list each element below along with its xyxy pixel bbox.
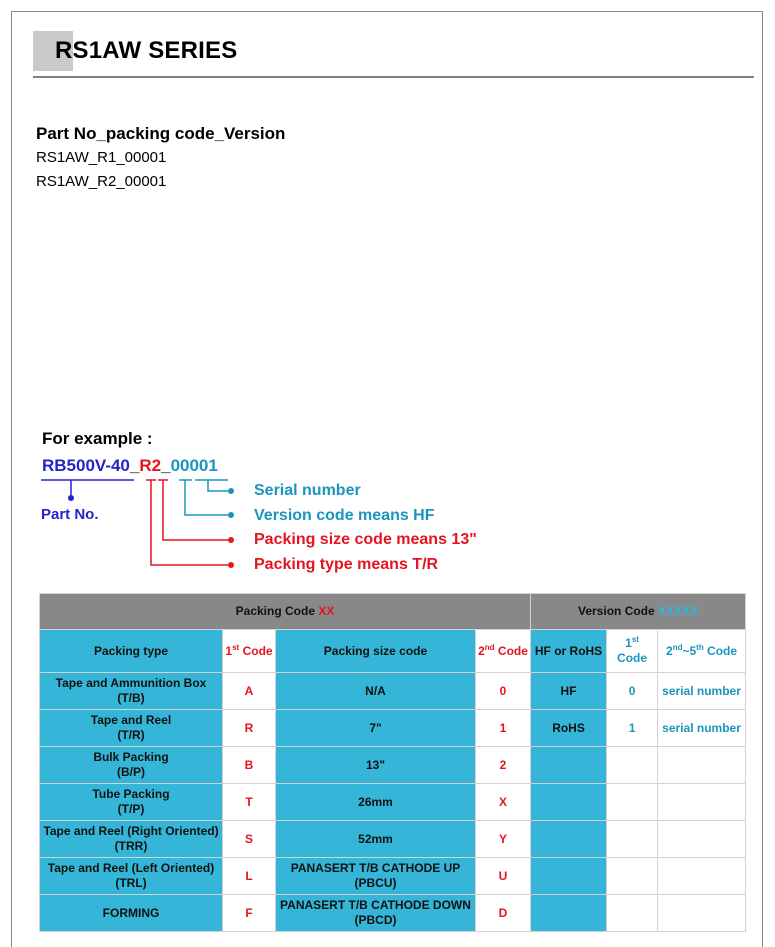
cell-packing-size-text: N/A: [365, 683, 386, 698]
legend-serial-number: Serial number: [254, 482, 361, 499]
cell-hf-rohs: [531, 673, 607, 710]
cell-packing-size-text: 7": [369, 720, 382, 735]
cell-packing-type-text: Tape and Reel: [90, 713, 172, 727]
example-heading: For example :: [42, 429, 153, 448]
cell-packing-size-text: 52mm: [358, 831, 393, 846]
cell-packing-type-text: (B/P): [117, 765, 145, 779]
example-packing-segment: R2: [139, 456, 162, 475]
cell-version-1st: [607, 747, 658, 784]
cell-2nd-code-text: D: [498, 905, 508, 920]
cell-hf-rohs: [531, 858, 607, 895]
cell-version-1st: [607, 784, 658, 821]
col-header-hf-rohs: HF or RoHS: [531, 630, 607, 673]
example-separator: _: [161, 456, 171, 475]
cell-version-2nd-5th-text: serial number: [662, 683, 741, 698]
part-number-heading: Part No_packing code_Version: [36, 124, 286, 143]
cell-version-1st: [607, 710, 658, 747]
cell-version-2nd-5th: [658, 710, 746, 747]
cell-1st-code-text: R: [244, 720, 254, 735]
cell-version-2nd-5th: [658, 821, 746, 858]
cell-2nd-code: [476, 858, 531, 895]
cell-version-1st-text: 0: [628, 683, 636, 698]
packing-code-table: [39, 593, 746, 932]
cell-packing-size: [276, 858, 476, 895]
cell-1st-code-text: A: [244, 683, 254, 698]
table-row: [40, 821, 746, 858]
cell-packing-size: [276, 747, 476, 784]
cell-2nd-code-text: U: [498, 868, 508, 883]
cell-packing-type-text: FORMING: [102, 905, 160, 920]
cell-1st-code-text: L: [245, 868, 253, 883]
col-header-packing-size: Packing size code: [276, 630, 476, 673]
cell-hf-rohs: [531, 821, 607, 858]
cell-2nd-code-text: Y: [499, 831, 508, 846]
title-divider: [33, 76, 754, 78]
cell-packing-type-text: (T/R): [117, 728, 145, 742]
cell-version-1st: [607, 895, 658, 932]
cell-packing-type: [40, 710, 223, 747]
table-row: [40, 784, 746, 821]
cell-1st-code: [223, 784, 276, 821]
cell-packing-size-text: PANASERT T/B CATHODE UP: [290, 861, 461, 875]
cell-2nd-code: [476, 895, 531, 932]
cell-packing-type-text: (T/P): [117, 802, 145, 816]
cell-version-2nd-5th: [658, 895, 746, 932]
version-code-title: Version Code: [578, 604, 655, 618]
packing-code-xx: XX: [318, 604, 335, 618]
cell-1st-code: [223, 747, 276, 784]
cell-packing-type: [40, 784, 223, 821]
cell-hf-rohs: [531, 710, 607, 747]
example-version-segment: 00001: [170, 456, 218, 475]
cell-packing-type-text: Tape and Reel (Left Oriented): [47, 861, 215, 875]
cell-1st-code: [223, 673, 276, 710]
cell-2nd-code-text: X: [499, 794, 508, 809]
cell-packing-size-text: (PBCU): [354, 876, 397, 890]
part-no-label: Part No.: [41, 506, 99, 523]
cell-packing-size: [276, 710, 476, 747]
cell-1st-code: [223, 895, 276, 932]
cell-packing-type-text: Tape and Ammunition Box: [55, 676, 207, 690]
cell-2nd-code-text: 0: [499, 683, 507, 698]
col-header-packing-type: Packing type: [40, 630, 223, 673]
cell-packing-size-text: 26mm: [358, 794, 393, 809]
cell-version-1st: [607, 821, 658, 858]
cell-1st-code-text: B: [244, 757, 254, 772]
cell-hf-rohs-text: HF: [560, 683, 577, 698]
cell-version-2nd-5th-text: serial number: [662, 720, 741, 735]
cell-2nd-code-text: 1: [499, 720, 507, 735]
legend-packing-type: Packing type means T/R: [254, 556, 439, 573]
cell-packing-type: [40, 673, 223, 710]
cell-2nd-code: [476, 673, 531, 710]
version-code-x: XXXXX: [658, 604, 699, 618]
cell-packing-type-text: Tape and Reel (Right Oriented): [43, 824, 219, 838]
cell-version-2nd-5th: [658, 673, 746, 710]
cell-1st-code: [223, 821, 276, 858]
table-row: [40, 747, 746, 784]
part-number-item: RS1AW_R2_00001: [36, 173, 167, 190]
cell-2nd-code: [476, 784, 531, 821]
cell-packing-size: [276, 821, 476, 858]
cell-packing-type-text: Bulk Packing: [93, 750, 169, 764]
table-row: [40, 710, 746, 747]
cell-hf-rohs: [531, 895, 607, 932]
cell-packing-size-text: PANASERT T/B CATHODE DOWN: [280, 898, 471, 912]
cell-hf-rohs: [531, 784, 607, 821]
cell-packing-type: [40, 747, 223, 784]
legend-version-code: Version code means HF: [254, 507, 435, 524]
cell-1st-code: [223, 710, 276, 747]
part-number-item: RS1AW_R1_00001: [36, 149, 167, 166]
cell-packing-type: [40, 821, 223, 858]
cell-packing-size: [276, 673, 476, 710]
cell-version-1st: [607, 858, 658, 895]
table-row: [40, 673, 746, 710]
cell-packing-size: [276, 784, 476, 821]
table-row: [40, 895, 746, 932]
cell-packing-size-text: (PBCD): [354, 913, 397, 927]
col-header-2nd-code: 2nd Code: [476, 630, 531, 673]
page-title: RS1AW SERIES: [55, 37, 238, 64]
cell-packing-size-text: 13": [365, 757, 386, 772]
col-header-1st-code: 1st Code: [223, 630, 276, 673]
col-header-version-1st: 1st Code: [607, 630, 658, 673]
packing-code-header: [40, 594, 531, 630]
cell-version-2nd-5th: [658, 747, 746, 784]
packing-code-title: Packing Code: [235, 604, 316, 618]
version-code-header: [531, 594, 746, 630]
cell-version-2nd-5th: [658, 784, 746, 821]
cell-packing-type-text: (T/B): [117, 691, 145, 705]
cell-packing-type-text: (TRR): [114, 839, 148, 853]
cell-packing-type-text: (TRL): [115, 876, 147, 890]
cell-1st-code-text: T: [245, 794, 253, 809]
example-part-segment: RB500V-40: [42, 456, 130, 475]
cell-packing-size: [276, 895, 476, 932]
col-header-version-2nd-5th: 2nd~5th Code: [658, 630, 746, 673]
cell-1st-code-text: F: [245, 905, 253, 920]
cell-version-2nd-5th: [658, 858, 746, 895]
cell-packing-type: [40, 858, 223, 895]
example-code: [42, 456, 218, 476]
cell-2nd-code: [476, 710, 531, 747]
cell-1st-code: [223, 858, 276, 895]
cell-hf-rohs: [531, 747, 607, 784]
cell-packing-type: [40, 895, 223, 932]
cell-1st-code-text: S: [244, 831, 253, 846]
legend-packing-size: Packing size code means 13": [254, 531, 477, 548]
cell-2nd-code: [476, 747, 531, 784]
cell-version-1st-text: 1: [628, 720, 636, 735]
example-separator: _: [129, 456, 140, 475]
cell-packing-type-text: Tube Packing: [92, 787, 170, 801]
cell-2nd-code: [476, 821, 531, 858]
table-row: [40, 858, 746, 895]
cell-hf-rohs-text: RoHS: [552, 720, 585, 735]
cell-2nd-code-text: 2: [499, 757, 507, 772]
cell-version-1st: [607, 673, 658, 710]
